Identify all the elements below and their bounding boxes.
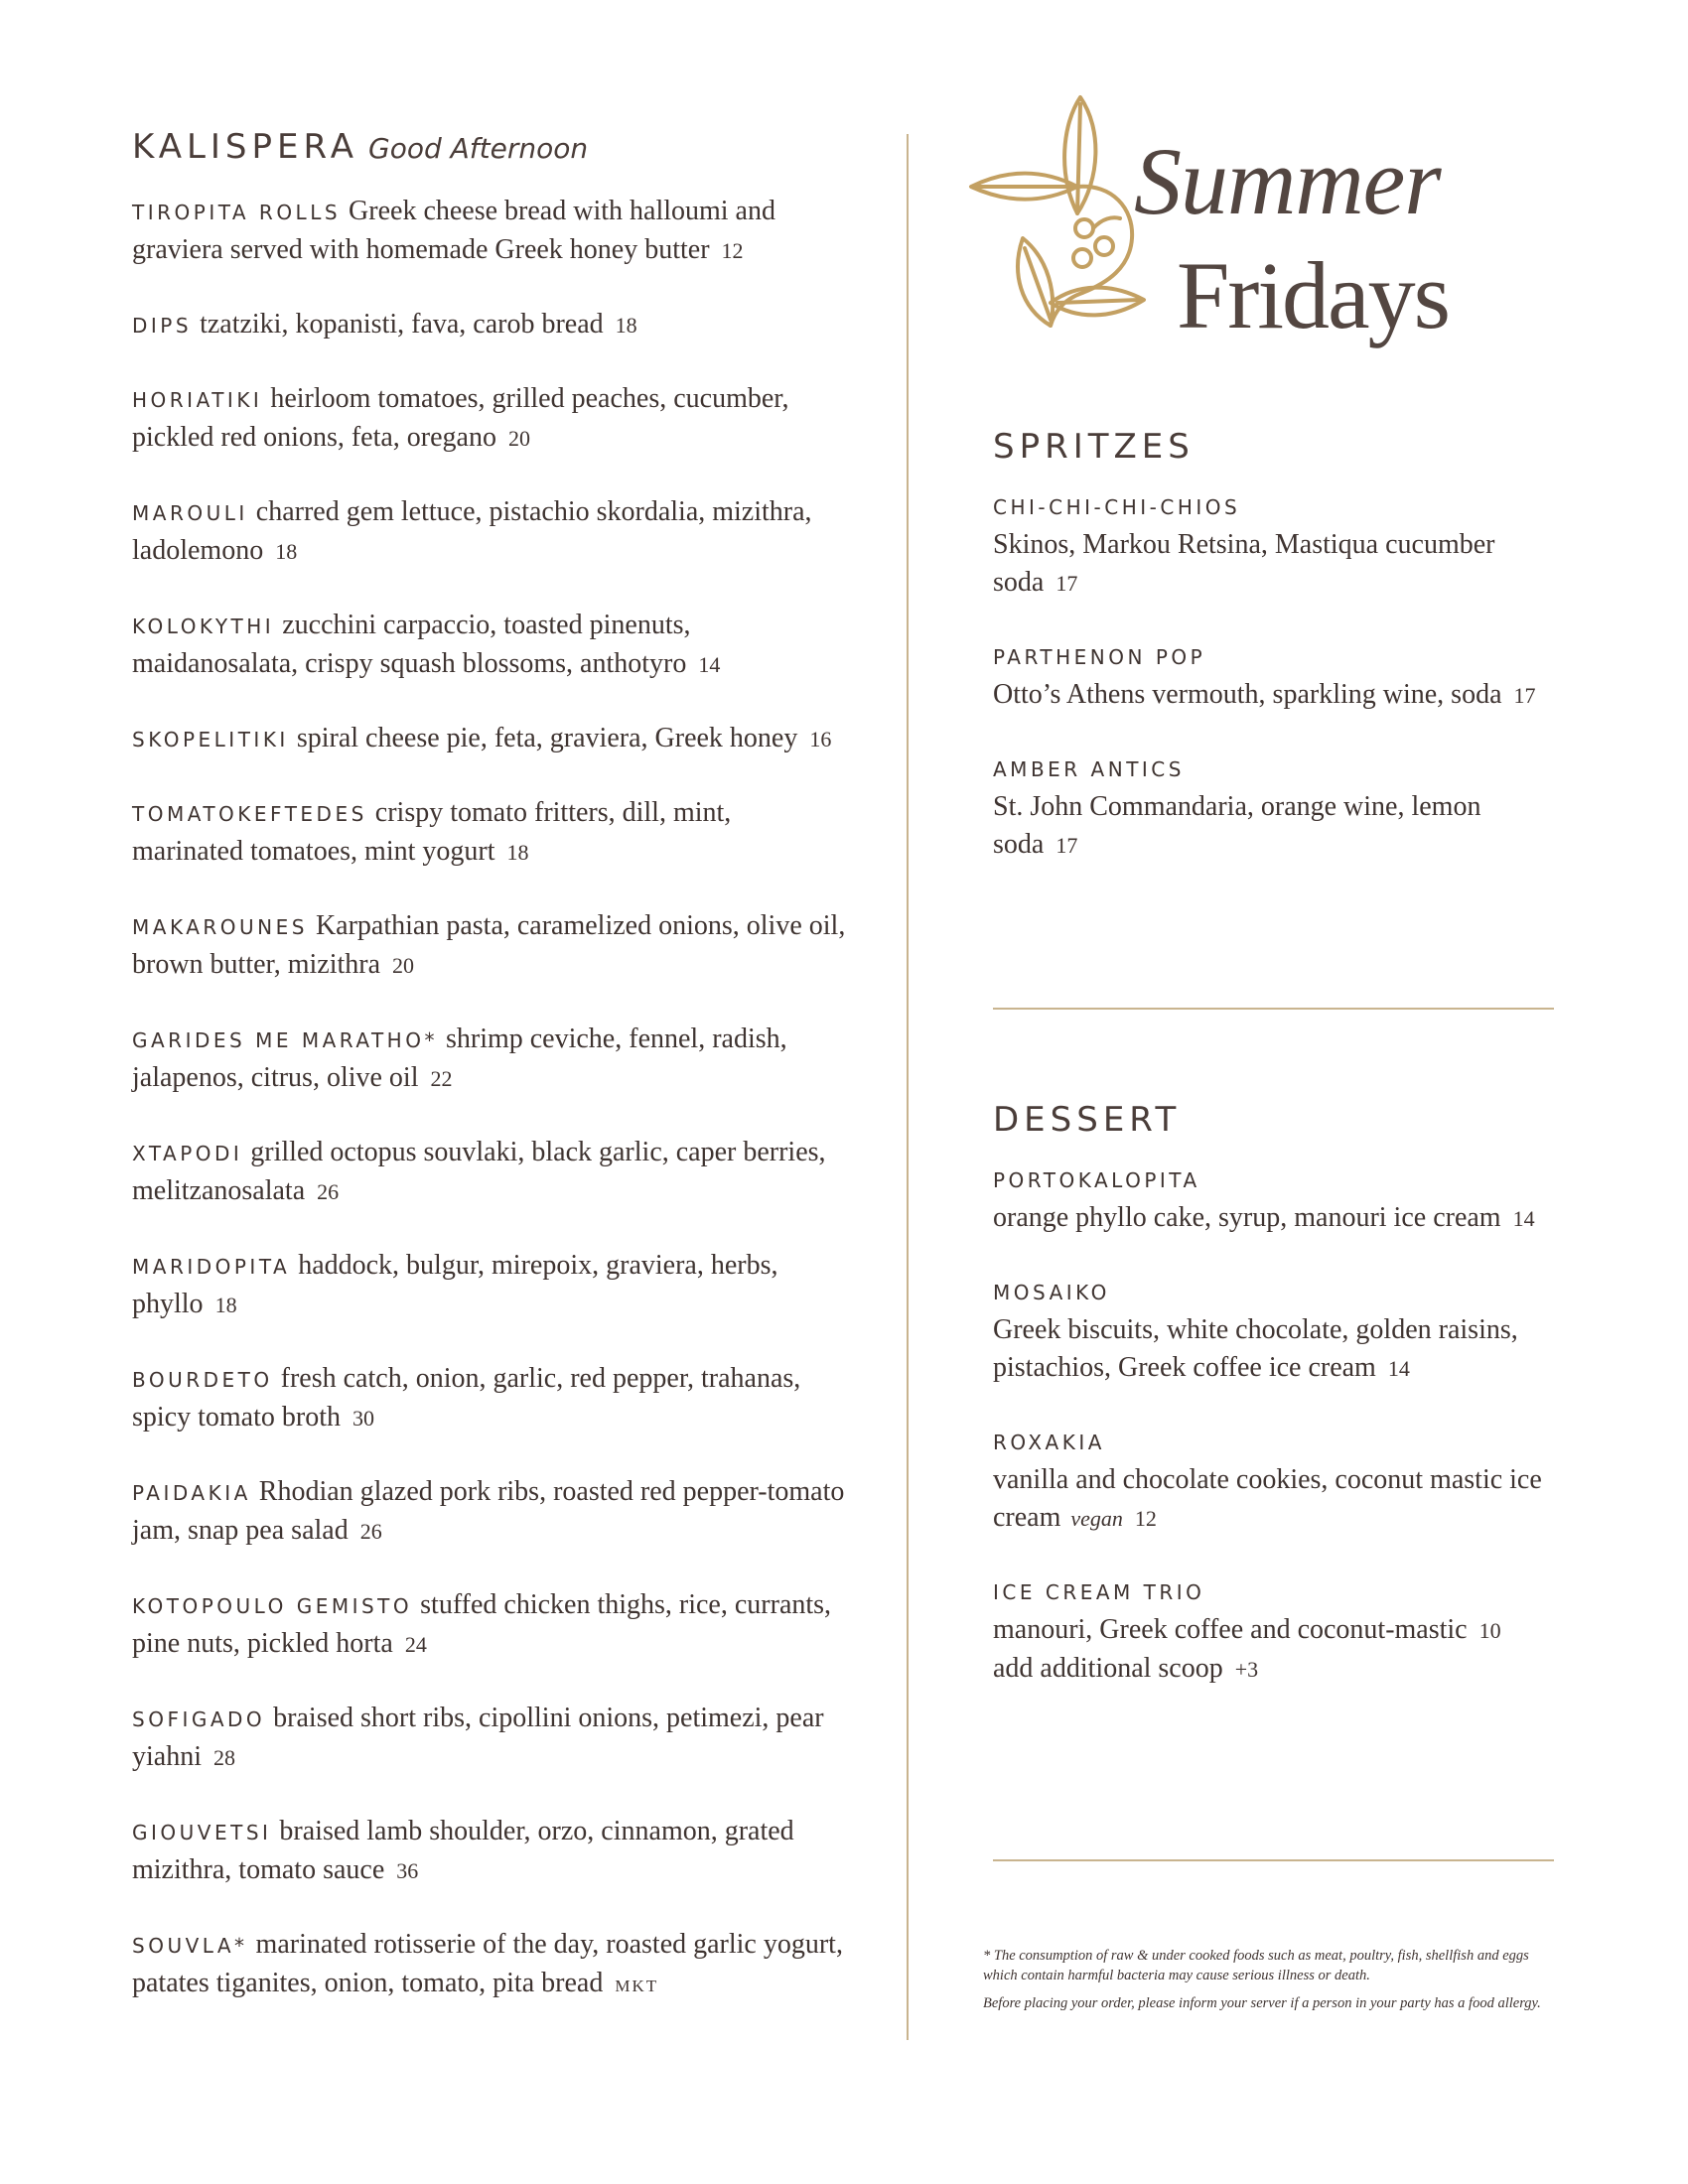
menu-item-name: MAROULI (132, 501, 248, 525)
dessert-item-tag: vegan (1070, 1506, 1123, 1531)
menu-item (132, 1247, 847, 1324)
dessert-item-price: 14 (1512, 1206, 1535, 1231)
menu-item-name: MAKAROUNES (132, 915, 308, 939)
drink-item-name: AMBER ANTICS (993, 757, 1185, 781)
menu-item-desc: crispy tomato fritters, dill, mint, marinated tomatoes, mint yogurt (132, 797, 732, 867)
menu-item-desc: grilled octopus souvlaki, black garlic, caper berries, melitzanosalata (132, 1137, 826, 1206)
dessert-item (993, 1278, 1569, 1388)
dessert-item (993, 1165, 1569, 1238)
menu-item-desc: Greek cheese bread with halloumi and graviera served with homemade Greek honey butter (132, 196, 775, 265)
menu-item-price: 18 (615, 313, 637, 338)
logo-title-fridays: Fridays (1177, 242, 1449, 348)
menu-item (132, 1586, 847, 1664)
menu-item-name: DIPS (132, 314, 193, 338)
footnote-raw-food: * The consumption of raw & under cooked foods such as meat, poultry, fish, shellfish and eggs which contain harmful bacteria may cause serious illness or death. (983, 1948, 1529, 1983)
spritzes-section (993, 427, 1569, 904)
menu-item-price: 24 (404, 1632, 427, 1657)
dessert-section (993, 1100, 1569, 1728)
section-title-spritzes: SPRITZES (993, 427, 1195, 467)
menu-item (132, 193, 847, 270)
menu-item (132, 1926, 847, 2005)
menu-item-desc: stuffed chicken thighs, rice, currants, pine nuts, pickled horta (132, 1589, 832, 1659)
menu-item-price: 22 (430, 1066, 453, 1091)
menu-item-name: TIROPITA ROLLS (132, 201, 342, 224)
drink-item (993, 492, 1569, 603)
drink-item-price: 17 (1055, 833, 1078, 858)
drink-item-name: CHI-CHI-CHI-CHIOS (993, 495, 1241, 519)
menu-item-desc: shrimp ceviche, fennel, radish, jalapenos, citrus, olive oil (132, 1024, 787, 1093)
drink-item-desc: St. John Commandaria, orange wine, lemon soda (993, 791, 1481, 860)
dessert-item-name: ROXAKIA (993, 1431, 1105, 1454)
menu-item-name: GIOUVETSI (132, 1821, 272, 1844)
menu-item-desc: spiral cheese pie, feta, graviera, Greek honey (296, 723, 798, 753)
menu-item-desc: zucchini carpaccio, toasted pinenuts, maidanosalata, crispy squash blossoms, anthotyro (132, 610, 691, 679)
menu-item-price: 20 (392, 953, 415, 978)
menu-item (132, 1813, 847, 1890)
dessert-items (993, 1165, 1569, 1689)
section-heading (132, 127, 847, 167)
menu-item-name: GARIDES ME MARATHO* (132, 1028, 438, 1052)
dessert-item-extra-price: +3 (1234, 1657, 1259, 1682)
menu-item (132, 1134, 847, 1211)
logo-title-summer: Summer (1134, 128, 1441, 234)
menu-item-price: 18 (275, 539, 298, 564)
kalispera-items (132, 193, 847, 2005)
menu-item-desc: heirloom tomatoes, grilled peaches, cucumber, pickled red onions, feta, oregano (132, 383, 789, 453)
drink-item (993, 754, 1569, 865)
drink-item-desc: Otto’s Athens vermouth, sparkling wine, soda (993, 679, 1502, 710)
section-title-kalispera: KALISPERA (132, 127, 358, 167)
section-divider (993, 1008, 1554, 1010)
menu-item (132, 1360, 847, 1437)
dessert-item-name: PORTOKALOPITA (993, 1168, 1200, 1192)
menu-item (132, 907, 847, 985)
menu-item-desc: braised lamb shoulder, orzo, cinnamon, grated mizithra, tomato sauce (132, 1816, 794, 1885)
menu-item (132, 720, 847, 758)
menu-item (132, 1021, 847, 1098)
menu-item-name: SOFIGADO (132, 1707, 266, 1731)
menu-item-price: 28 (213, 1745, 235, 1770)
dessert-item-desc: orange phyllo cake, syrup, manouri ice cream (993, 1202, 1501, 1233)
dessert-item-name: ICE CREAM TRIO (993, 1580, 1205, 1604)
section-subtitle: Good Afternoon (368, 132, 589, 165)
menu-item (132, 306, 847, 344)
menu-item-name: KOLOKYTHI (132, 614, 275, 638)
drink-item-desc: Skinos, Markou Retsina, Mastiqua cucumber soda (993, 529, 1495, 598)
menu-item-price: 26 (359, 1519, 382, 1544)
footnote-allergy: Before placing your order, please inform your server if a person in your party has a food allergy. (983, 1995, 1541, 2011)
section-title-dessert: DESSERT (993, 1100, 1182, 1140)
menu-item-name: SOUVLA* (132, 1934, 248, 1958)
menu-item-name: SKOPELITIKI (132, 728, 289, 751)
menu-item-price: 16 (809, 727, 832, 751)
menu-item-desc: haddock, bulgur, mirepoix, graviera, herbs, phyllo (132, 1250, 778, 1319)
menu-item-price: 30 (352, 1406, 374, 1431)
menu-item-name: PAIDAKIA (132, 1481, 251, 1505)
dessert-item-name: MOSAIKO (993, 1281, 1110, 1304)
menu-item-desc: fresh catch, onion, garlic, red pepper, trahanas, spicy tomato broth (132, 1363, 801, 1433)
menu-item-desc: charred gem lettuce, pistachio skordalia, mizithra, ladolemono (132, 496, 812, 566)
menu-item-desc: Karpathian pasta, caramelized onions, olive oil, brown butter, mizithra (132, 910, 846, 980)
drink-item (993, 642, 1569, 715)
menu-item-price: 20 (507, 426, 530, 451)
menu-item-name: KOTOPOULO GEMISTO (132, 1594, 413, 1618)
menu-item (132, 794, 847, 872)
menu-item-name: BOURDETO (132, 1368, 273, 1392)
drink-item-price: 17 (1055, 571, 1078, 596)
dessert-item-desc: Greek biscuits, white chocolate, golden raisins, pistachios, Greek coffee ice cream (993, 1314, 1518, 1383)
drink-item-name: PARTHENON POP (993, 645, 1206, 669)
spritzes-items (993, 492, 1569, 865)
dessert-item (993, 1577, 1569, 1689)
menu-item-desc: braised short ribs, cipollini onions, petimezi, pear yiahni (132, 1703, 824, 1772)
menu-item (132, 380, 847, 458)
menu-item-desc: marinated rotisserie of the day, roasted garlic yogurt, patates tiganites, onion, tomato, pita bread (132, 1929, 843, 1998)
section-divider (993, 1859, 1554, 1861)
menu-item-price: 12 (721, 238, 744, 263)
footnotes (983, 1946, 1559, 2021)
menu-item (132, 607, 847, 684)
dessert-item-price: 14 (1387, 1356, 1410, 1381)
dessert-item-desc: manouri, Greek coffee and coconut-mastic (993, 1614, 1468, 1645)
menu-item-price: 18 (506, 840, 529, 865)
menu-item-name: HORIATIKI (132, 388, 263, 412)
menu-item-desc: tzatziki, kopanisti, fava, carob bread (200, 309, 604, 340)
menu-item (132, 1700, 847, 1777)
menu-item (132, 1473, 847, 1551)
menu-item (132, 493, 847, 571)
dessert-item-desc: vanilla and chocolate cookies, coconut mastic ice cream (993, 1464, 1542, 1533)
dessert-item-price: 12 (1134, 1506, 1157, 1531)
menu-item-desc: Rhodian glazed pork ribs, roasted red pepper-tomato jam, snap pea salad (132, 1476, 845, 1546)
dessert-item-price: 10 (1478, 1618, 1501, 1643)
menu-item-name: MARIDOPITA (132, 1255, 291, 1279)
menu-item-name: TOMATOKEFTEDES (132, 802, 367, 826)
drink-item-price: 17 (1513, 683, 1536, 708)
dessert-item (993, 1428, 1569, 1538)
menu-item-price: 14 (698, 652, 721, 677)
menu-item-price: 36 (396, 1858, 419, 1883)
dessert-item-extra-desc: add additional scoop (993, 1653, 1223, 1684)
column-divider (907, 134, 909, 2040)
kalispera-section (132, 127, 847, 2041)
menu-item-name: XTAPODI (132, 1142, 243, 1165)
menu-item-price: 26 (317, 1179, 340, 1204)
menu-item-price: MKT (615, 1977, 659, 1995)
menu-item-price: 18 (214, 1293, 237, 1317)
